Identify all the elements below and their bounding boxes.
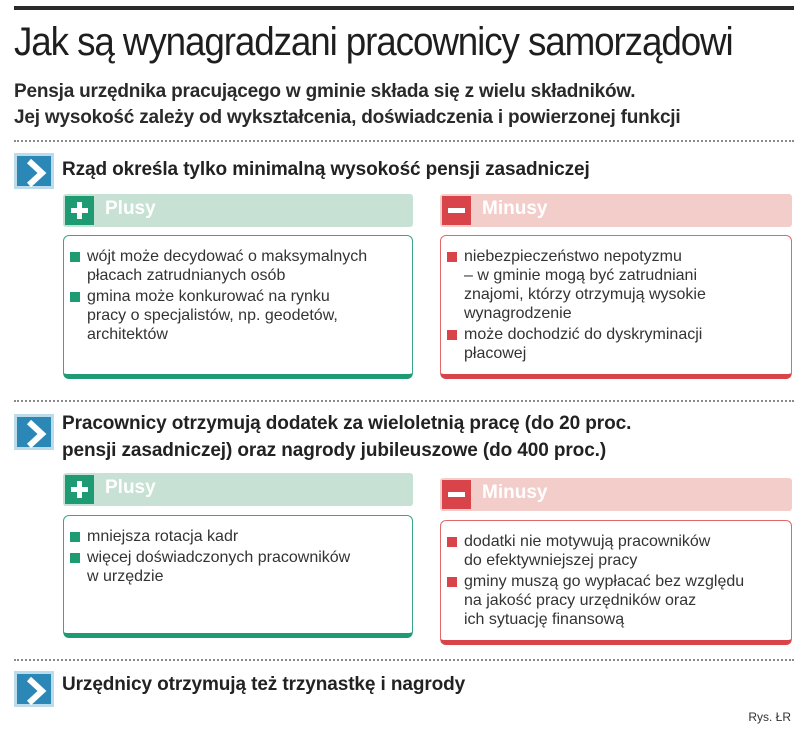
plus-icon	[65, 196, 94, 225]
list-item: gmina może konkurować na rynku pracy o specjalistów, np. geodetów, architektów	[70, 287, 408, 344]
list-item: dodatki nie motywują pracowników do efektywniejszej pracy	[447, 532, 787, 570]
minus-icon	[442, 480, 471, 509]
section-2-title	[62, 410, 631, 464]
list-item: wójt może decydować o maksymalnych płacach zatrudnianych osób	[70, 247, 408, 285]
section-1-title-line: Rząd określa tylko minimalną wysokość pensji zasadniczej	[62, 159, 590, 180]
minus-icon	[442, 196, 471, 225]
divider	[14, 400, 794, 402]
divider	[14, 140, 794, 142]
chevron-right-icon	[14, 153, 54, 189]
plus-header	[63, 473, 413, 506]
plus-card	[63, 515, 413, 638]
plus-icon	[65, 475, 94, 504]
subtitle-line-2: Jej wysokość zależy od wykształcenia, doświadczenia i powierzonej funkcji	[14, 107, 681, 128]
credit: Rys. ŁR	[748, 710, 791, 724]
minus-label: Minusy	[482, 482, 548, 503]
plus-label: Plusy	[105, 477, 156, 498]
list-item: mniejsza rotacja kadr	[70, 527, 408, 546]
plus-card	[63, 235, 413, 379]
page-title: Jak są wynagradzani pracownicy samorządowi	[14, 20, 733, 64]
chevron-right-icon	[14, 414, 54, 450]
section-2-title-line: Pracownicy otrzymują dodatek za wieloletnią pracę (do 20 proc.	[62, 413, 632, 434]
chevron-right-icon	[14, 671, 54, 707]
minus-header	[440, 478, 792, 511]
section-3-title	[62, 671, 465, 698]
divider	[14, 659, 794, 661]
list-item: niebezpieczeństwo nepotyzmu – w gminie mogą być zatrudniani znajomi, którzy otrzymują wysokie wynagrodzenie	[447, 247, 787, 323]
section-1-title	[62, 156, 590, 183]
top-rule	[14, 6, 794, 10]
minus-card	[440, 235, 792, 379]
plus-header	[63, 194, 413, 227]
section-2-title-line: pensji zasadniczej) oraz nagrody jubileuszowe (do 400 proc.)	[62, 440, 607, 461]
minus-label: Minusy	[482, 198, 548, 219]
subtitle-line-1: Pensja urzędnika pracującego w gminie składa się z wielu składników.	[14, 81, 636, 102]
minus-header	[440, 194, 792, 227]
list-item: może dochodzić do dyskryminacji płacowej	[447, 325, 787, 363]
section-3-title-line: Urzędnicy otrzymują też trzynastkę i nagrody	[62, 674, 466, 695]
minus-card	[440, 520, 792, 645]
list-item: gminy muszą go wypłacać bez względu na jakość pracy urzędników oraz ich sytuację finansową	[447, 572, 787, 629]
list-item: więcej doświadczonych pracowników w urzędzie	[70, 548, 408, 586]
plus-label: Plusy	[105, 198, 156, 219]
